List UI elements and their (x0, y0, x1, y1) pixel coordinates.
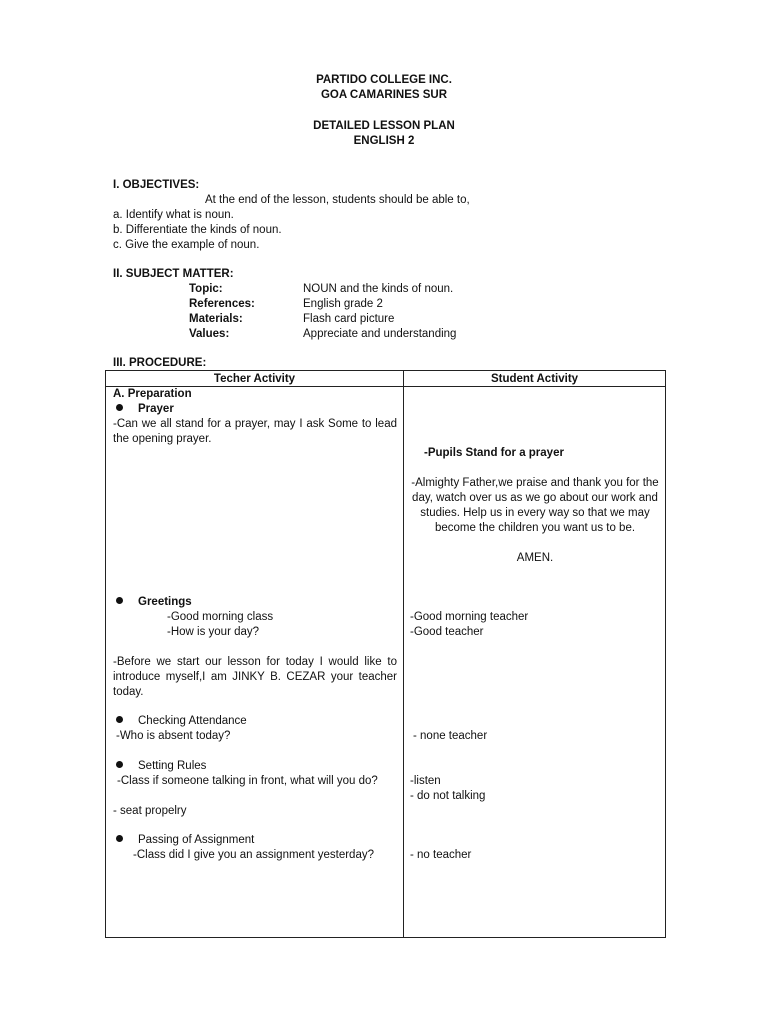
document-title: DETAILED LESSON PLAN (313, 120, 455, 132)
sm-value-topic: NOUN and the kinds of noun. (303, 283, 454, 295)
greetings-title: Greetings (113, 595, 397, 610)
student-greet-1: -Good morning teacher (410, 611, 529, 623)
sm-label-topic: Topic: (189, 283, 223, 295)
sm-label-references: References: (189, 298, 255, 310)
assignment-title: Passing of Assignment (113, 833, 397, 848)
teacher-rules-note: - seat propelry (113, 805, 187, 817)
bullet-icon (116, 835, 123, 842)
sm-value-values: Appreciate and understanding (303, 328, 457, 340)
bullet-icon (116, 716, 123, 723)
student-rules-answer-2: - do not talking (410, 790, 486, 802)
school-name: PARTIDO COLLEGE INC. (316, 74, 452, 86)
objectives-heading: I. OBJECTIVES: (113, 179, 200, 191)
objectives-intro: At the end of the lesson, students should be able to, (205, 194, 470, 206)
student-greet-2: -Good teacher (410, 626, 484, 638)
student-amen: AMEN. (516, 552, 554, 564)
objective-item: a. Identify what is noun. (113, 209, 234, 221)
student-prayer-stand: -Pupils Stand for a prayer (424, 447, 564, 459)
bullet-icon (116, 761, 123, 768)
teacher-greet-2: -How is your day? (167, 626, 260, 638)
attendance-title: Checking Attendance (113, 714, 397, 729)
student-rules-answer-1: -listen (410, 775, 441, 787)
col-header-student: Student Activity (490, 373, 579, 385)
column-divider (403, 371, 404, 937)
procedure-table (105, 370, 666, 938)
procedure-heading: III. PROCEDURE: (113, 357, 207, 369)
student-prayer-text: -Almighty Father,we praise and thank you for the day, watch over us as we go about our work and studies. Help us in every way so that we may become the children you want us to be. (411, 477, 659, 534)
bullet-icon (116, 597, 123, 604)
teacher-rules-question: -Class if someone talking in front, what will you do? (117, 775, 378, 787)
prayer-title: Prayer (113, 402, 397, 417)
sm-label-materials: Materials: (189, 313, 243, 325)
subject-title: ENGLISH 2 (353, 135, 415, 147)
objective-item: b. Differentiate the kinds of noun. (113, 224, 282, 236)
teacher-prayer-text: -Can we all stand for a prayer, may I ask Some to lead the opening prayer. (113, 418, 397, 445)
section-preparation: A. Preparation (113, 388, 192, 400)
sm-value-materials: Flash card picture (303, 313, 395, 325)
rules-title: Setting Rules (113, 759, 397, 774)
school-location: GOA CAMARINES SUR (320, 89, 448, 101)
teacher-intro-text: -Before we start our lesson for today I would like to introduce myself,I am JINKY B. CEZAR your teacher today. (113, 656, 397, 698)
teacher-assignment-question: -Class did I give you an assignment yesterday? (133, 849, 374, 861)
student-attendance-answer: - none teacher (413, 730, 488, 742)
bullet-icon (116, 404, 123, 411)
col-header-teacher: Techer Activity (213, 373, 296, 385)
objective-item: c. Give the example of noun. (113, 239, 260, 251)
student-assignment-answer: - no teacher (410, 849, 472, 861)
teacher-greet-1: -Good morning class (167, 611, 274, 623)
subject-matter-heading: II. SUBJECT MATTER: (113, 268, 234, 280)
sm-label-values: Values: (189, 328, 230, 340)
sm-value-references: English grade 2 (303, 298, 383, 310)
teacher-attendance-question: -Who is absent today? (116, 730, 231, 742)
